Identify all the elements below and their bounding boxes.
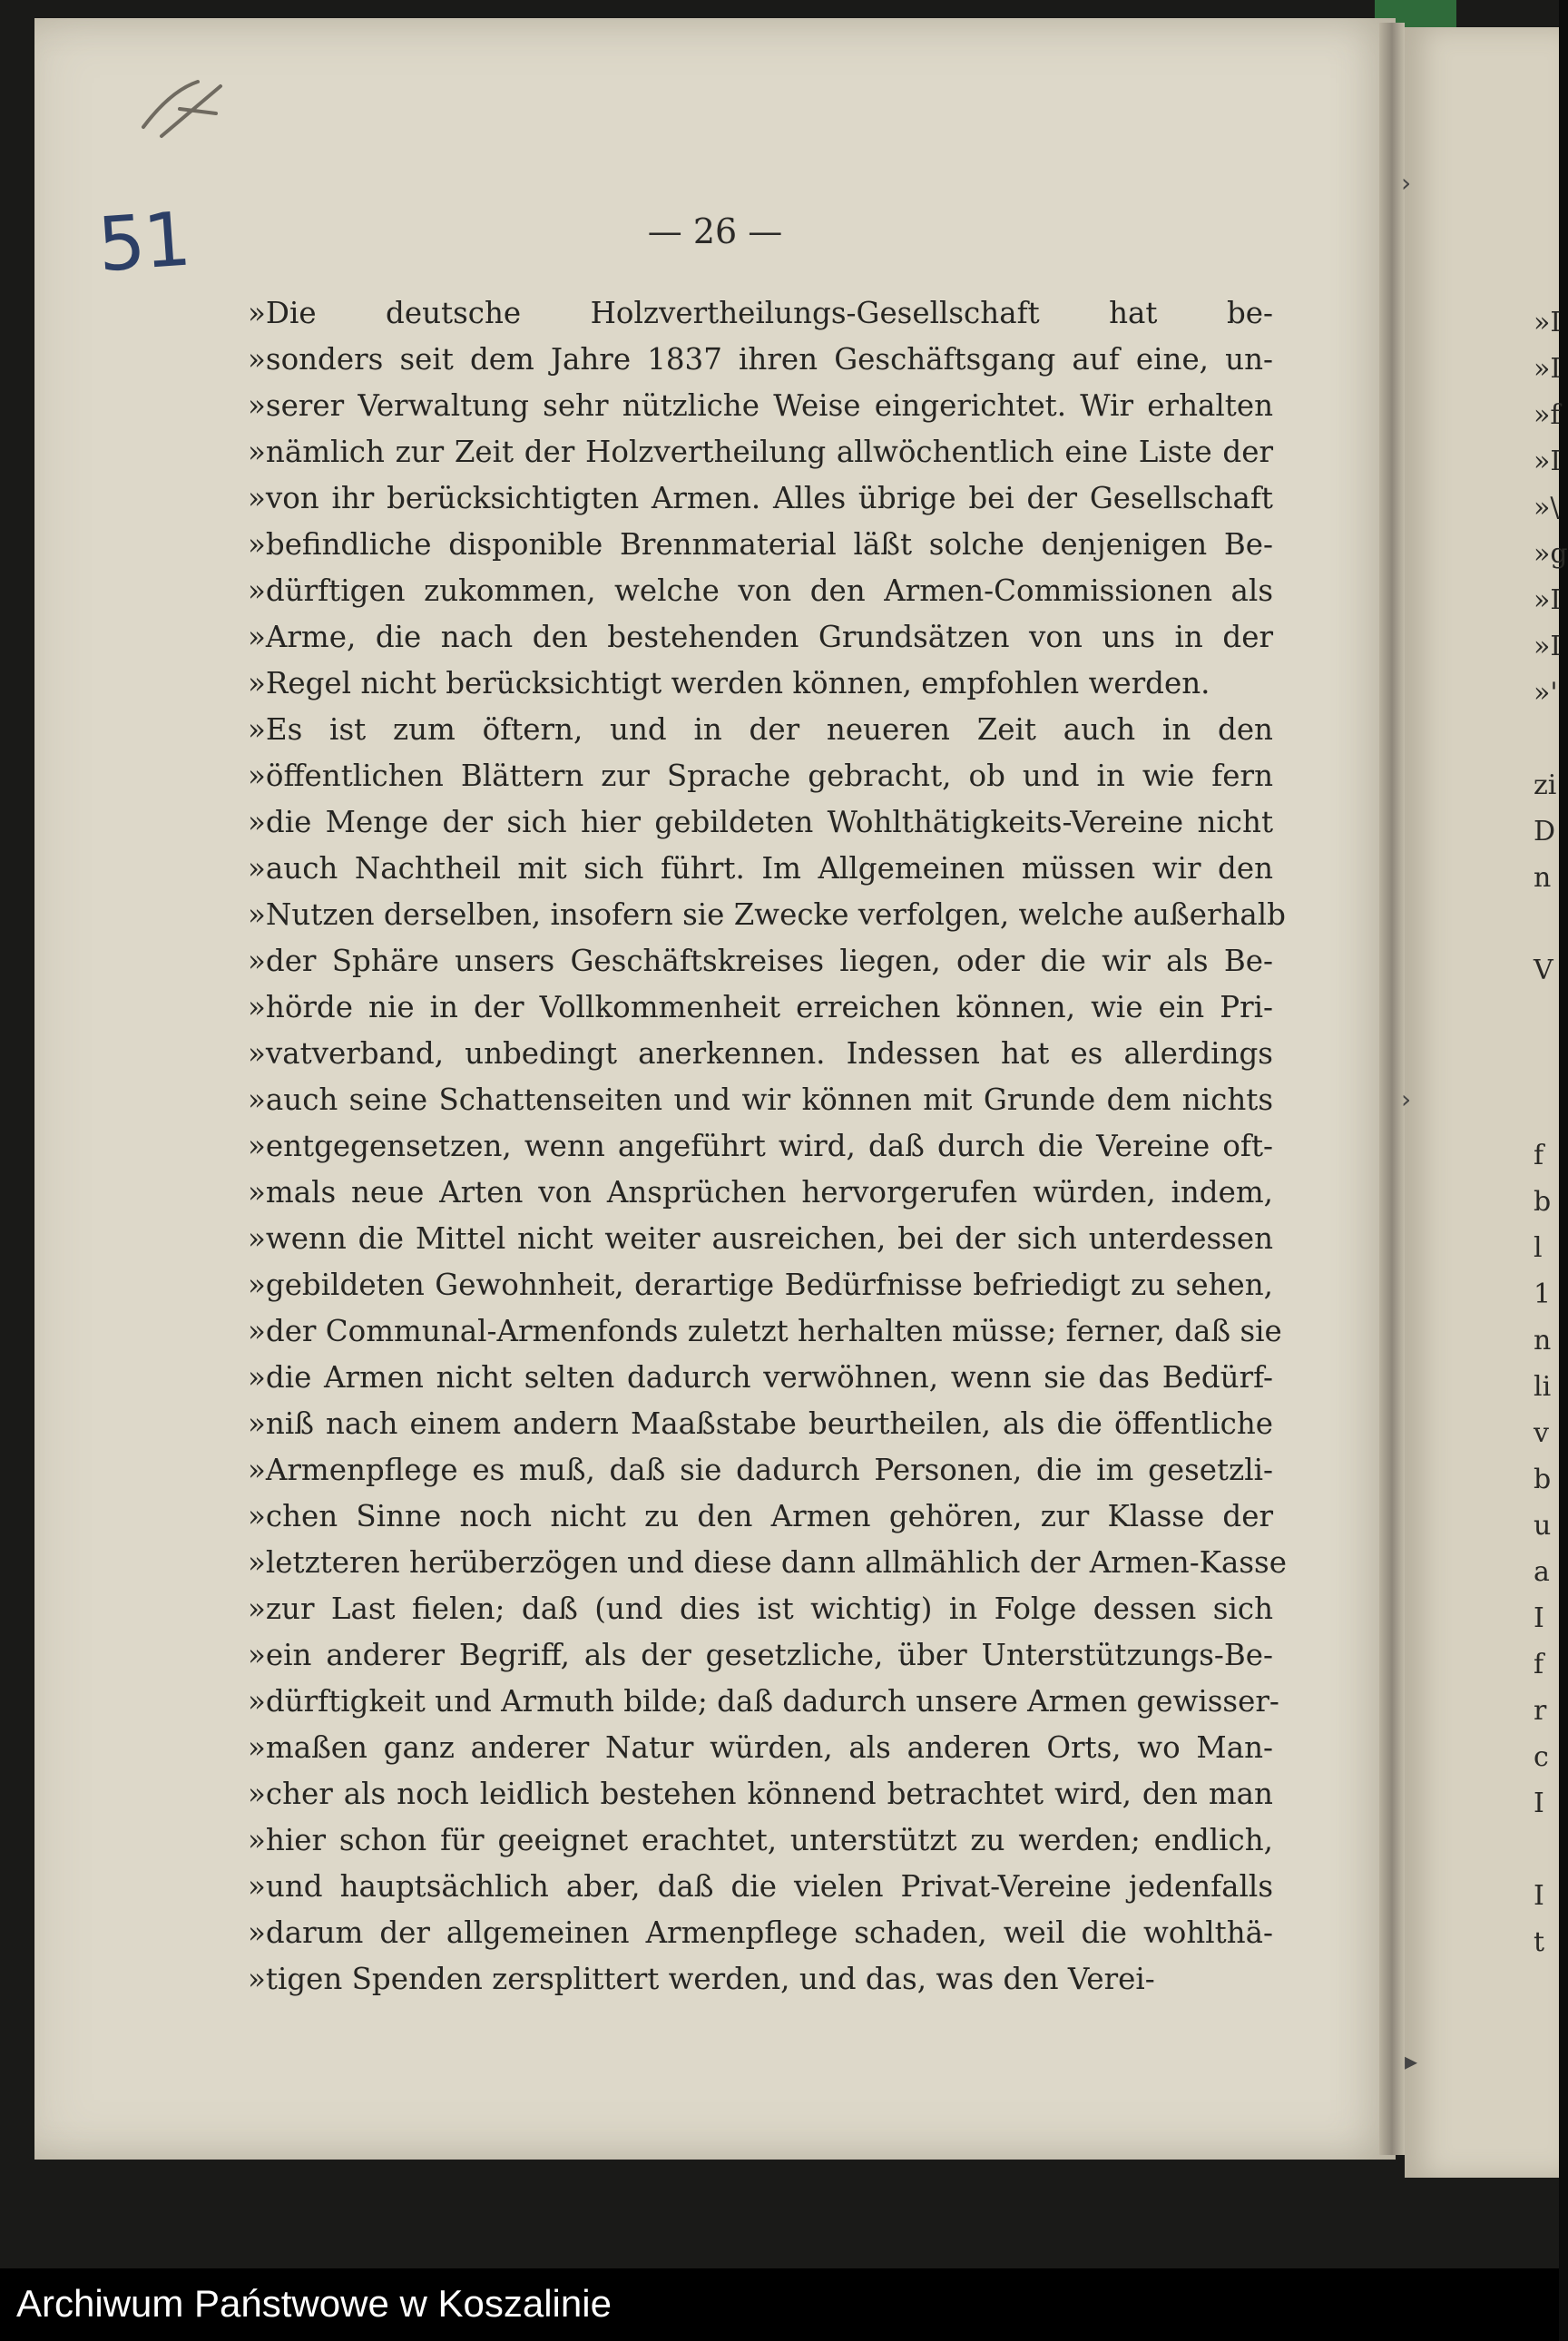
text-line: »befindliche disponible Brennmaterial läßt solche denjenigen Be-: [248, 527, 1273, 562]
text-line: »der Communal-Armenfonds zuletzt herhalten müsse; ferner, daß sie: [248, 1314, 1282, 1348]
facing-page-fragment: 1: [1534, 1278, 1552, 1310]
facing-page-fragment: b: [1534, 1464, 1552, 1495]
facing-page-fragment: »I: [1534, 353, 1562, 385]
archive-label: Archiwum Państwowe w Koszalinie: [16, 2282, 612, 2325]
facing-page-fragment: li: [1534, 1371, 1552, 1403]
facing-page-fragment: n: [1534, 862, 1552, 894]
facing-page-fragment: [1534, 716, 1568, 762]
facing-page-fragment: »\: [1534, 492, 1560, 524]
text-line: »Es ist zum öftern, und in der neueren Zeit auch in den: [248, 712, 1273, 747]
text-line: »dürftigen zukommen, welche von den Armen-Commissionen als: [248, 573, 1273, 608]
text-line: »mals neue Arten von Ansprüchen hervorgerufen würden, indem,: [248, 1175, 1273, 1210]
text-line: »öffentlichen Blättern zur Sprache gebracht, ob und in wie fern: [248, 759, 1273, 793]
facing-page-fragment: [1534, 1040, 1568, 1086]
text-line: »maßen ganz anderer Natur würden, als anderen Orts, wo Man-: [248, 1730, 1273, 1765]
facing-page-fragment: n: [1534, 1325, 1552, 1357]
text-line: »Arme, die nach den bestehenden Grundsätzen von uns in der: [248, 620, 1273, 654]
text-line: »vatverband, unbedingt anerkennen. Indessen hat es allerdings: [248, 1036, 1273, 1071]
text-line: »dürftigkeit und Armuth bilde; daß dadurch unsere Armen gewisser-: [248, 1684, 1279, 1719]
text-line: »nämlich zur Zeit der Holzvertheilung allwöchentlich eine Liste der: [248, 435, 1273, 469]
facing-page-fragment: u: [1534, 1510, 1552, 1542]
facing-page-fragment: I: [1534, 1602, 1544, 1634]
text-line: »entgegensetzen, wenn angeführt wird, daß durch die Vereine oft-: [248, 1129, 1273, 1163]
facing-page-fragment: D: [1534, 816, 1556, 847]
text-line: »Armenpflege es muß, daß sie dadurch Personen, die im gesetzli-: [248, 1453, 1273, 1487]
text-line: »Nutzen derselben, insofern sie Zwecke verfolgen, welche außerhalb: [248, 897, 1286, 932]
facing-page-fragment: f: [1534, 1140, 1544, 1171]
facing-page-fragment: »': [1534, 677, 1558, 709]
pencil-mark: [134, 73, 234, 145]
text-line: »auch Nachtheil mit sich führt. Im Allgemeinen müssen wir den: [248, 851, 1273, 886]
page-number: — 26 —: [647, 211, 783, 251]
facing-page-fragment: I: [1534, 1880, 1544, 1912]
text-line: »darum der allgemeinen Armenpflege schaden, weil die wohlthä-: [248, 1915, 1273, 1950]
text-line: »ein anderer Begriff, als der gesetzliche, über Unterstützungs-Be-: [248, 1638, 1273, 1672]
text-line: »und hauptsächlich aber, daß die vielen Privat-Vereine jedenfalls: [248, 1869, 1273, 1904]
text-line: »Die deutsche Holzvertheilungs-Gesellschaft hat be-: [248, 296, 1273, 330]
facing-page-fragment: c: [1534, 1741, 1549, 1773]
facing-page-fragment: »I: [1534, 631, 1562, 662]
facing-page-fragment: »I: [1534, 307, 1562, 338]
facing-page-fragment: zi: [1534, 769, 1557, 801]
text-line: »letzteren herüberzögen und diese dann allmählich der Armen-Kasse: [248, 1545, 1287, 1580]
text-line: »tigen Spenden zersplittert werden, und das, was den Verei-: [248, 1962, 1155, 1996]
text-line: »chen Sinne noch nicht zu den Armen gehören, zur Klasse der: [248, 1499, 1273, 1533]
text-line: »zur Last fielen; daß (und dies ist wichtig) in Folge dessen sich: [248, 1592, 1273, 1626]
facing-page-fragment: [1534, 1827, 1568, 1873]
spine-arrow-icon: ▸: [1405, 2046, 1418, 2076]
text-line: »gebildeten Gewohnheit, derartige Bedürfnisse befriedigt zu sehen,: [248, 1268, 1273, 1302]
facing-page-text: [1534, 299, 1568, 1965]
document-page: [34, 18, 1396, 2160]
text-line: »hier schon für geeignet erachtet, unterstützt zu werden; endlich,: [248, 1823, 1273, 1857]
body-text: [248, 290, 1287, 2003]
facing-page-fragment: r: [1534, 1695, 1547, 1727]
facing-page-fragment: t: [1534, 1926, 1545, 1958]
text-line: »niß nach einem andern Maaßstabe beurtheilen, als die öffentliche: [248, 1406, 1273, 1441]
text-line: »von ihr berücksichtigten Armen. Alles übrige bei der Gesellschaft: [248, 481, 1273, 515]
facing-page-fragment: [1534, 901, 1568, 947]
facing-page-fragment: »I: [1534, 446, 1562, 477]
facing-page-fragment: b: [1534, 1186, 1552, 1218]
text-line: »Regel nicht berücksichtigt werden können, empfohlen werden.: [248, 666, 1210, 700]
text-line: »die Armen nicht selten dadurch verwöhnen, wenn sie das Bedürf-: [248, 1360, 1273, 1395]
text-line: »der Sphäre unsers Geschäftskreises liegen, oder die wir als Be-: [248, 944, 1273, 978]
text-line: »die Menge der sich hier gebildeten Wohlthätigkeits-Vereine nicht: [248, 805, 1273, 839]
facing-page-fragment: V: [1534, 955, 1553, 986]
text-line: »cher als noch leidlich bestehen könnend betrachtet wird, den man: [248, 1777, 1273, 1811]
facing-page-fragment: [1534, 1086, 1568, 1132]
text-line: »wenn die Mittel nicht weiter ausreichen, bei der sich unterdessen: [248, 1221, 1273, 1256]
text-line: »serer Verwaltung sehr nützliche Weise eingerichtet. Wir erhalten: [248, 388, 1273, 423]
facing-page-fragment: a: [1534, 1556, 1550, 1588]
text-line: »auch seine Schattenseiten und wir können mit Grunde dem nichts: [248, 1082, 1273, 1117]
text-line: »sonders seit dem Jahre 1837 ihren Geschäftsgang auf eine, un-: [248, 342, 1273, 377]
ink-annotation: 51: [94, 196, 192, 289]
facing-page-fragment: [1534, 994, 1568, 1040]
facing-page-fragment: v: [1534, 1417, 1549, 1449]
facing-page-fragment: l: [1534, 1232, 1543, 1264]
facing-page-fragment: »I: [1534, 584, 1562, 616]
facing-page-fragment: I: [1534, 1788, 1544, 1819]
spine-arrow-icon: ›: [1401, 168, 1412, 198]
text-line: »hörde nie in der Vollkommenheit erreichen können, wie ein Pri-: [248, 990, 1273, 1024]
spine-arrow-icon: ›: [1401, 1084, 1412, 1114]
facing-page-fragment: f: [1534, 1649, 1544, 1680]
facing-page-fragment: »g: [1534, 538, 1568, 570]
facing-page-fragment: »f: [1534, 399, 1561, 431]
